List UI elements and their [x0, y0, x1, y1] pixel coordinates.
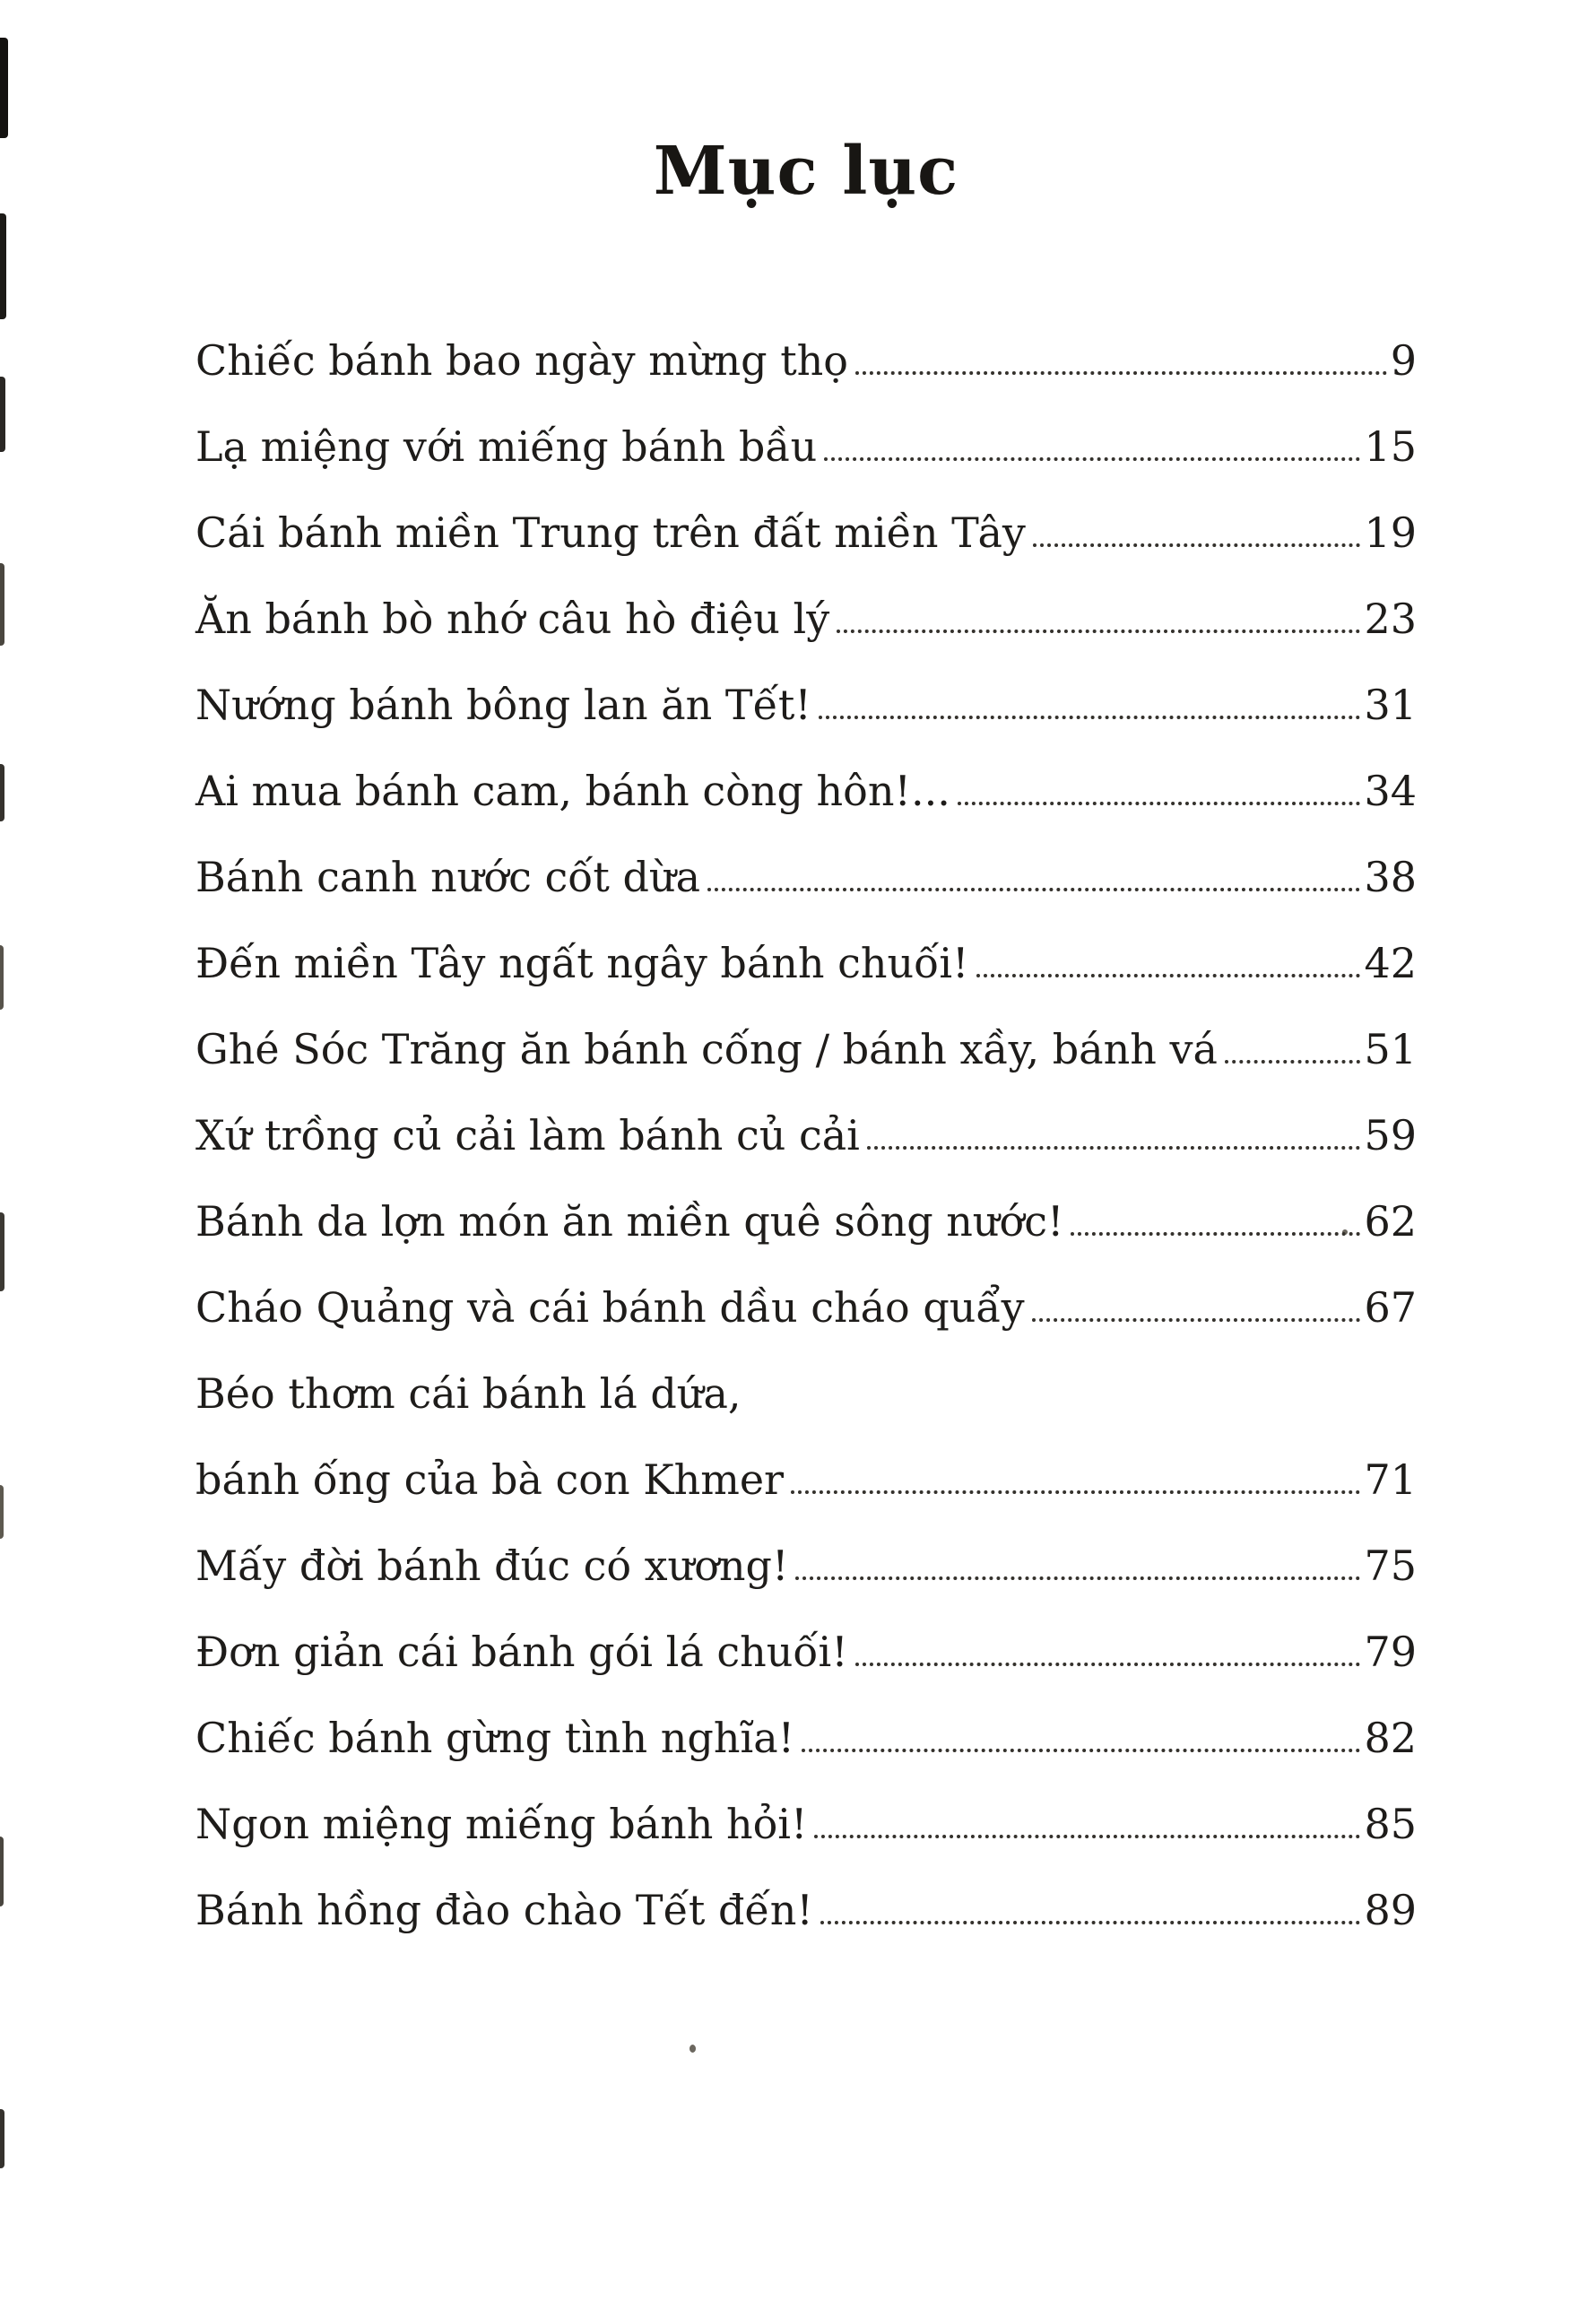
toc-entry-label: Nướng bánh bông lan ăn Tết! [195, 681, 811, 729]
toc-entry-label: Chiếc bánh gừng tình nghĩa! [195, 1714, 795, 1762]
toc-entry-row [195, 834, 1417, 920]
toc-entry-label: Cái bánh miền Trung trên đất miền Tây [195, 508, 1026, 557]
toc-leader-dots [1032, 1318, 1361, 1322]
scan-edge-artifact [0, 764, 4, 821]
toc-leader-dots [707, 888, 1360, 891]
toc-page-number: 34 [1364, 767, 1417, 815]
scan-speck [690, 2045, 696, 2053]
scan-edge-artifact [0, 1837, 4, 1906]
toc-entry-label: Chiếc bánh bao ngày mừng thọ [195, 336, 849, 385]
scan-edge-artifact [0, 377, 5, 452]
toc-leader-dots [824, 457, 1360, 461]
toc-entry-row [195, 920, 1417, 1006]
toc-entry-row [195, 662, 1417, 748]
toc-entry-label: Bánh hồng đào chào Tết đến! [195, 1886, 813, 1934]
scan-edge-artifact [0, 945, 4, 1010]
toc-page-number: 19 [1364, 508, 1417, 557]
toc-leader-dots [855, 1663, 1361, 1666]
toc-page-number: 89 [1364, 1886, 1417, 1934]
page-title: Mục lục [653, 133, 959, 210]
toc-leader-dots [819, 716, 1361, 719]
toc-entry-label: Đơn giản cái bánh gói lá chuối! [195, 1628, 848, 1676]
toc-entry-row [195, 576, 1417, 662]
toc-leader-dots [814, 1835, 1360, 1838]
toc-page [195, 133, 1417, 1953]
toc-entry-row [195, 490, 1417, 576]
scan-edge-artifact [0, 1485, 4, 1539]
toc-entry-row [195, 1867, 1417, 1953]
toc-entry-row [195, 1006, 1417, 1092]
toc-page-number: 59 [1364, 1111, 1417, 1159]
toc-leader-dots [1225, 1060, 1361, 1064]
toc-entry-label: Bánh canh nước cốt dừa [195, 853, 701, 901]
toc-entry-label: Lạ miệng với miếng bánh bầu [195, 422, 818, 471]
scan-edge-artifact [0, 2109, 4, 2168]
scan-edge-artifact [0, 1212, 4, 1291]
toc-entry-label: Ghé Sóc Trăng ăn bánh cống / bánh xầy, bánh vá [195, 1025, 1218, 1073]
toc-leader-dots [1033, 543, 1361, 547]
toc-entry-row [195, 1092, 1417, 1178]
toc-page-number: 31 [1364, 681, 1417, 729]
toc-entry-label: Mấy đời bánh đúc có xương! [195, 1541, 789, 1590]
toc-entry-row-wrapped-line1 [195, 1350, 1417, 1437]
toc-entry-label: Ai mua bánh cam, bánh còng hôn!... [195, 767, 950, 815]
toc-page-number: 15 [1364, 422, 1417, 471]
toc-page-number: 42 [1364, 939, 1417, 987]
toc-entry-label: Bánh da lợn món ăn miền quê sông nước! [195, 1197, 1064, 1246]
scan-edge-artifact [0, 213, 6, 319]
toc-leader-dots [1071, 1232, 1360, 1236]
toc-page-number: 75 [1364, 1541, 1417, 1590]
scan-edge-artifact [0, 38, 8, 138]
toc-entry-row-wrapped-line2 [195, 1437, 1417, 1523]
scan-edge-artifact [0, 563, 4, 646]
toc-page-number: 38 [1364, 853, 1417, 901]
toc-leader-dots [867, 1146, 1361, 1150]
toc-page-number: 62 [1364, 1197, 1417, 1246]
toc-entry-label: Xứ trồng củ cải làm bánh củ cải [195, 1111, 860, 1159]
toc-page-number: 23 [1364, 595, 1417, 643]
toc-entry-row [195, 1609, 1417, 1695]
toc-entry-label: Ăn bánh bò nhớ câu hò điệu lý [195, 595, 830, 643]
toc-entry-label: Ngon miệng miếng bánh hỏi! [195, 1800, 808, 1848]
toc-entry-label: Cháo Quảng và cái bánh dầu cháo quẩy [195, 1283, 1025, 1332]
toc-entry-row [195, 1178, 1417, 1264]
toc-page-number: 9 [1390, 336, 1417, 385]
toc-leader-dots [976, 974, 1361, 977]
toc-leader-dots [958, 802, 1361, 805]
toc-entry-row [195, 1264, 1417, 1350]
toc-leader-dots [837, 630, 1360, 633]
toc-entry-row [195, 1695, 1417, 1781]
toc-page-number: 85 [1364, 1800, 1417, 1848]
toc-entry-row [195, 317, 1417, 404]
toc-entry-label: Đến miền Tây ngất ngây bánh chuối! [195, 939, 969, 987]
toc-page-number: 71 [1364, 1455, 1417, 1504]
toc-page-number: 82 [1364, 1714, 1417, 1762]
toc-page-number: 51 [1364, 1025, 1417, 1073]
toc-entry-label: Béo thơm cái bánh lá dứa, [195, 1369, 742, 1418]
toc-page-number: 79 [1364, 1628, 1417, 1676]
toc-entry-row [195, 404, 1417, 490]
toc-entry-row [195, 1781, 1417, 1867]
toc-leader-dots [795, 1576, 1360, 1580]
toc-leader-dots [791, 1490, 1360, 1494]
toc-entry-row [195, 748, 1417, 834]
toc-leader-dots [802, 1749, 1360, 1752]
toc-leader-dots [855, 371, 1387, 375]
table-of-contents [195, 317, 1417, 1953]
toc-entry-row [195, 1523, 1417, 1609]
toc-page-number: 67 [1364, 1283, 1417, 1332]
toc-entry-label: bánh ống của bà con Khmer [195, 1455, 785, 1504]
toc-leader-dots [820, 1921, 1361, 1924]
